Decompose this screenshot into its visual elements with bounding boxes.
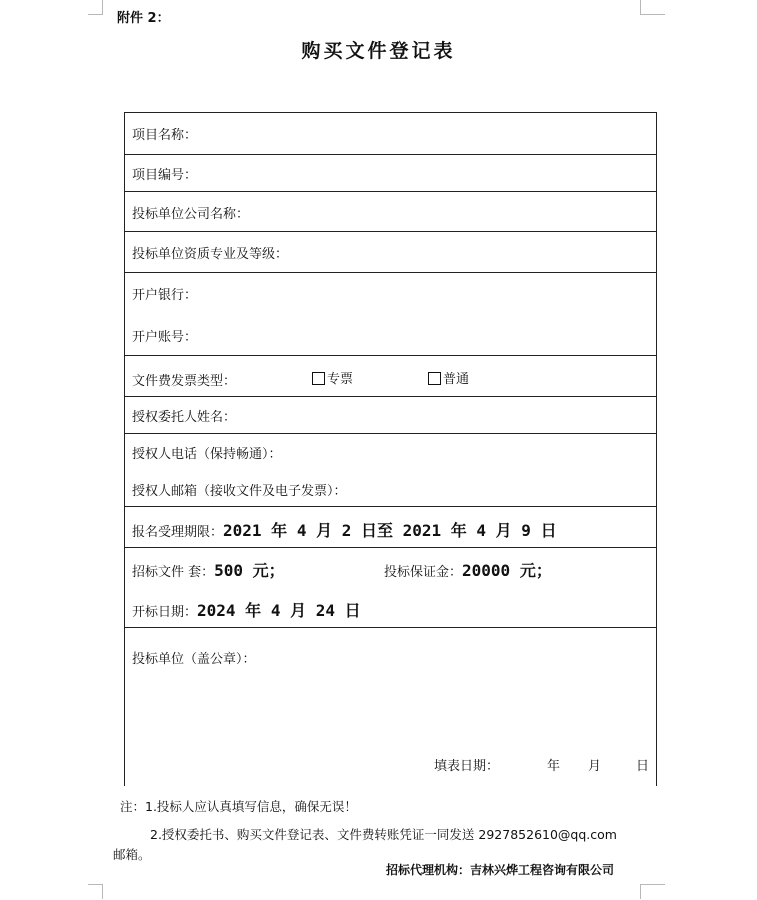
invoice-option-special[interactable]	[312, 368, 353, 387]
page-corner-mark	[88, 884, 103, 899]
deposit	[384, 558, 552, 581]
agency-label: 招标代理机构：吉林兴烨工程咨询有限公司	[386, 863, 615, 877]
registration-period	[132, 518, 557, 541]
checkbox-icon[interactable]	[428, 372, 441, 385]
fill-date-day: 日	[636, 759, 650, 774]
bidder-seal-label: 投标单位（盖公章）：	[132, 652, 256, 667]
opening-label: 开标日期：	[132, 605, 198, 620]
row-bidder-qualification	[125, 232, 656, 273]
row-registration-period	[125, 507, 656, 548]
opening-value: 2024 年 4 月 24 日	[197, 601, 361, 620]
row-authorized-name	[125, 397, 656, 434]
deposit-label: 投标保证金：	[384, 565, 463, 580]
opening-date	[132, 598, 361, 621]
invoice-option-special-label: 专票	[327, 372, 354, 387]
authorized-email-label: 授权人邮箱（接收文件及电子发票）：	[132, 484, 347, 499]
project-name-label: 项目名称：	[132, 128, 198, 143]
registration-value: 2021 年 4 月 2 日至 2021 年 4 月 9 日	[223, 521, 557, 540]
invoice-option-normal-label: 普通	[443, 372, 470, 387]
page-corner-mark	[640, 884, 665, 899]
registration-label: 报名受理期限：	[132, 525, 224, 540]
attachment-label: 附件 2：	[117, 11, 170, 26]
doc-fee	[132, 558, 285, 581]
note-2: 2.授权委托书、购买文件登记表、文件费转账凭证一同发送 2927852610@qq.com	[150, 827, 617, 842]
invoice-option-normal[interactable]	[428, 368, 469, 387]
row-project-name	[125, 113, 656, 155]
account-label: 开户账号：	[132, 330, 198, 345]
note-2-continuation: 邮箱。	[113, 847, 151, 862]
row-project-number	[125, 155, 656, 192]
project-number-label: 项目编号：	[132, 168, 198, 183]
doc-fee-value: 500 元；	[214, 561, 285, 580]
row-fees-opening	[125, 548, 656, 628]
authorized-name-label: 授权委托人姓名：	[132, 410, 237, 425]
row-bidder-seal	[125, 628, 656, 787]
bidder-company-label: 投标单位公司名称：	[132, 207, 250, 222]
page-corner-mark	[88, 0, 103, 15]
page-title: 购买文件登记表	[301, 40, 456, 62]
row-bank-info	[125, 273, 656, 356]
row-invoice-type	[125, 356, 656, 397]
fill-date-label: 填表日期：	[434, 759, 500, 774]
fill-date-year: 年	[547, 759, 561, 774]
row-authorized-contact	[125, 434, 656, 507]
bidder-qualification-label: 投标单位资质专业及等级：	[132, 247, 289, 262]
row-bidder-company	[125, 192, 656, 232]
note-1: 注：1.投标人应认真填写信息，确保无误！	[120, 799, 357, 814]
page-corner-mark	[640, 0, 665, 15]
checkbox-icon[interactable]	[312, 372, 325, 385]
authorized-phone-label: 授权人电话（保持畅通）：	[132, 447, 282, 462]
deposit-value: 20000 元；	[462, 561, 552, 580]
bank-label: 开户银行：	[132, 288, 198, 303]
fill-date-month: 月	[588, 759, 602, 774]
doc-fee-label: 招标文件 套：	[132, 565, 215, 580]
invoice-type-label: 文件费发票类型：	[132, 374, 237, 389]
registration-form-table	[124, 112, 657, 786]
